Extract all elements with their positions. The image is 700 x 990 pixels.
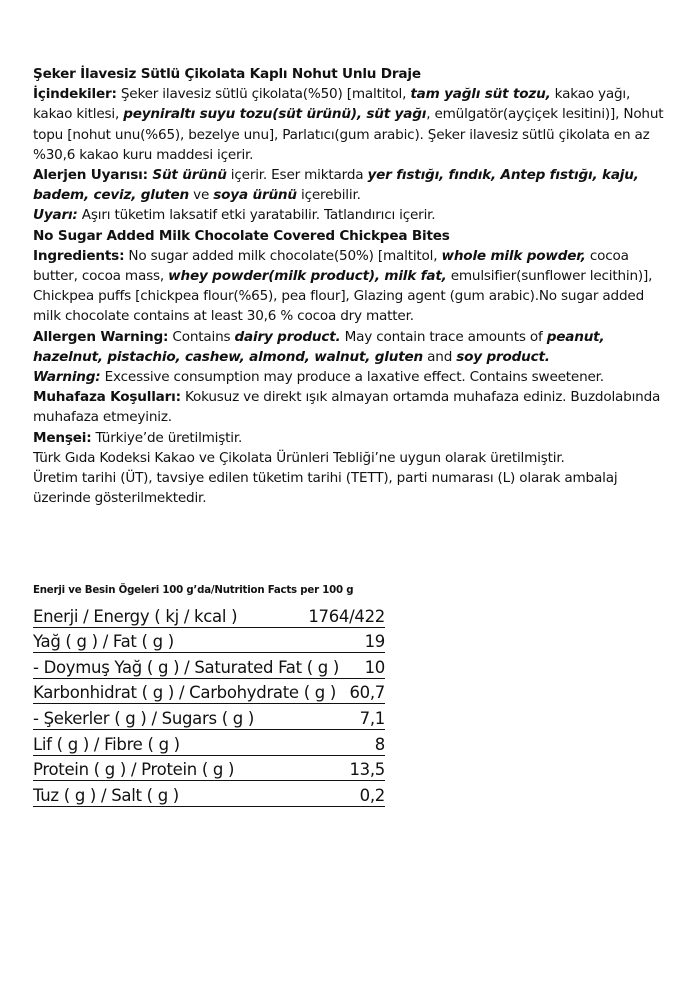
- allergen-tr-item: Süt ürünü: [147, 167, 227, 184]
- nutrition-row-fat: [33, 628, 385, 654]
- nutrition-row-value: 7,1: [359, 708, 385, 728]
- origin-heading: Menşei:: [33, 429, 92, 446]
- ingredients-en-text: No sugar added milk chocolate(50%) [maltitol,: [124, 247, 442, 264]
- nutrition-row-value: 13,5: [349, 760, 385, 780]
- ingredients-tr-allergen: tam yağlı süt tozu,: [410, 86, 551, 103]
- product-title-tr-text: Şeker İlavesiz Sütlü Çikolata Kaplı Nohut Unlu Draje: [33, 66, 421, 82]
- nutrition-row-value: 8: [374, 734, 385, 754]
- allergen-en-text: May contain trace amounts of: [340, 328, 547, 345]
- allergen-tr-item: yer fıstığı, fındık, Antep fıstığı, kaju, badem, ceviz, gluten: [33, 167, 639, 204]
- nutrition-row-label: Yağ ( g ) / Fat ( g ): [33, 632, 174, 652]
- allergen-en-item: soy product.: [456, 348, 550, 365]
- nutrition-row-label: Protein ( g ) / Protein ( g ): [33, 760, 235, 780]
- nutrition-row-value: 19: [364, 632, 385, 652]
- ingredients-en-text: cocoa butter, cocoa mass,: [33, 247, 629, 285]
- nutrition-row-salt: [33, 781, 385, 807]
- allergen-tr-text: içerir. Eser miktarda: [226, 167, 368, 184]
- nutrition-row-sugars: [33, 704, 385, 730]
- product-title-en-text: No Sugar Added Milk Chocolate Covered Chickpea Bites: [33, 227, 450, 244]
- ingredients-tr-allergen: peyniraltı suyu tozu(süt ürünü), süt yağı: [123, 106, 427, 123]
- nutrition-row-energy: [33, 602, 385, 628]
- ingredients-tr-text: kakao yağı, kakao kitlesi,: [33, 86, 631, 123]
- allergen-warning-en: [33, 327, 673, 367]
- warning-en-text: Excessive consumption may produce a laxative effect. Contains sweetener.: [100, 369, 604, 386]
- product-label: [33, 64, 673, 508]
- codex-statement: Türk Gıda Kodeksi Kakao ve Çikolata Ürünleri Tebliği’ne uygun olarak üretilmiştir.: [33, 449, 565, 466]
- allergen-en-item: peanut, hazelnut, pistachio, cashew, almond, walnut, gluten: [33, 328, 605, 365]
- allergen-en-heading: Allergen Warning:: [33, 328, 169, 345]
- nutrition-title: Enerji ve Besin Ögeleri 100 g’da/Nutrition Facts per 100 g: [33, 585, 354, 596]
- nutrition-row-label: Tuz ( g ) / Salt ( g ): [33, 785, 179, 805]
- ingredients-en-allergen: whey powder(milk product), milk fat,: [168, 268, 447, 285]
- allergen-tr-item: soya ürünü: [213, 187, 297, 204]
- ingredients-tr-heading: İçindekiler:: [33, 86, 117, 103]
- nutrition-facts-table: [33, 585, 385, 807]
- allergen-tr-heading: Alerjen Uyarısı:: [33, 167, 148, 184]
- storage-conditions: [33, 387, 673, 427]
- warning-tr-text: Aşırı tüketim laksatif etki yaratabilir. Tatlandırıcı içerir.: [77, 207, 436, 224]
- nutrition-row-value: 0,2: [359, 785, 385, 805]
- storage-text: Kokusuz ve direkt ışık almayan ortamda muhafaza ediniz. Buzdolabında muhafaza etmeyiniz.: [33, 389, 661, 426]
- product-title-en: [33, 226, 673, 246]
- dates-statement: Üretim tarihi (ÜT), tavsiye edilen tüketim tarihi (TETT), parti numarası (L) olarak ambalaj üzerinde gösterilmektedir.: [33, 470, 618, 507]
- nutrition-row-protein: [33, 756, 385, 782]
- ingredients-tr-text: Şeker ilavesiz sütlü çikolata(%50) [maltitol,: [116, 86, 411, 103]
- nutrition-row-carbohydrate: [33, 679, 385, 705]
- allergen-en-item: dairy product.: [234, 328, 341, 345]
- allergen-tr-text: içerebilir.: [296, 187, 361, 204]
- warning-en-heading: Warning:: [33, 369, 101, 386]
- ingredients-en-allergen: whole milk powder,: [441, 247, 586, 264]
- ingredients-tr-text: , emülgatör(ayçiçek lesitini)], Nohut topu [nohut unu(%65), bezelye unu], Parlatıcı(gum arabic). Şeker ilavesiz sütlü çikolata en az %30,6 kakao kuru maddesi içerir.: [33, 106, 664, 163]
- storage-heading: Muhafaza Koşulları:: [33, 389, 181, 406]
- nutrition-row-value: 1764/422: [308, 606, 385, 626]
- allergen-en-text: Contains: [168, 328, 235, 345]
- origin-text: Türkiye’de üretilmiştir.: [91, 429, 243, 446]
- nutrition-row-label: - Şekerler ( g ) / Sugars ( g ): [33, 708, 255, 728]
- warning-en: [33, 367, 673, 387]
- nutrition-row-value: 60,7: [349, 683, 385, 703]
- nutrition-row-saturated-fat: [33, 653, 385, 679]
- allergen-warning-tr: [33, 165, 673, 205]
- product-title-tr: [33, 64, 673, 84]
- origin: [33, 428, 673, 448]
- nutrition-row-fibre: [33, 730, 385, 756]
- nutrition-row-label: Karbonhidrat ( g ) / Carbohydrate ( g ): [33, 683, 337, 703]
- ingredients-en-heading: Ingredients:: [33, 247, 125, 264]
- ingredients-tr: [33, 84, 673, 165]
- nutrition-row-label: Enerji / Energy ( kj / kcal ): [33, 606, 238, 626]
- nutrition-row-label: - Doymuş Yağ ( g ) / Saturated Fat ( g ): [33, 657, 340, 677]
- allergen-en-text: and: [423, 348, 457, 365]
- nutrition-row-label: Lif ( g ) / Fibre ( g ): [33, 734, 180, 754]
- nutrition-row-value: 10: [364, 657, 385, 677]
- warning-tr-heading: Uyarı:: [33, 207, 78, 224]
- ingredients-en: [33, 246, 673, 327]
- allergen-tr-text: ve: [189, 187, 214, 204]
- ingredients-en-text: emulsifier(sunflower lecithin)], Chickpea puffs [chickpea flour(%65), pea flour], Glazing agent (gum arabic).No sugar added milk chocolate contains at least 30,6 % cocoa dry matter.: [33, 268, 653, 325]
- warning-tr: [33, 205, 673, 225]
